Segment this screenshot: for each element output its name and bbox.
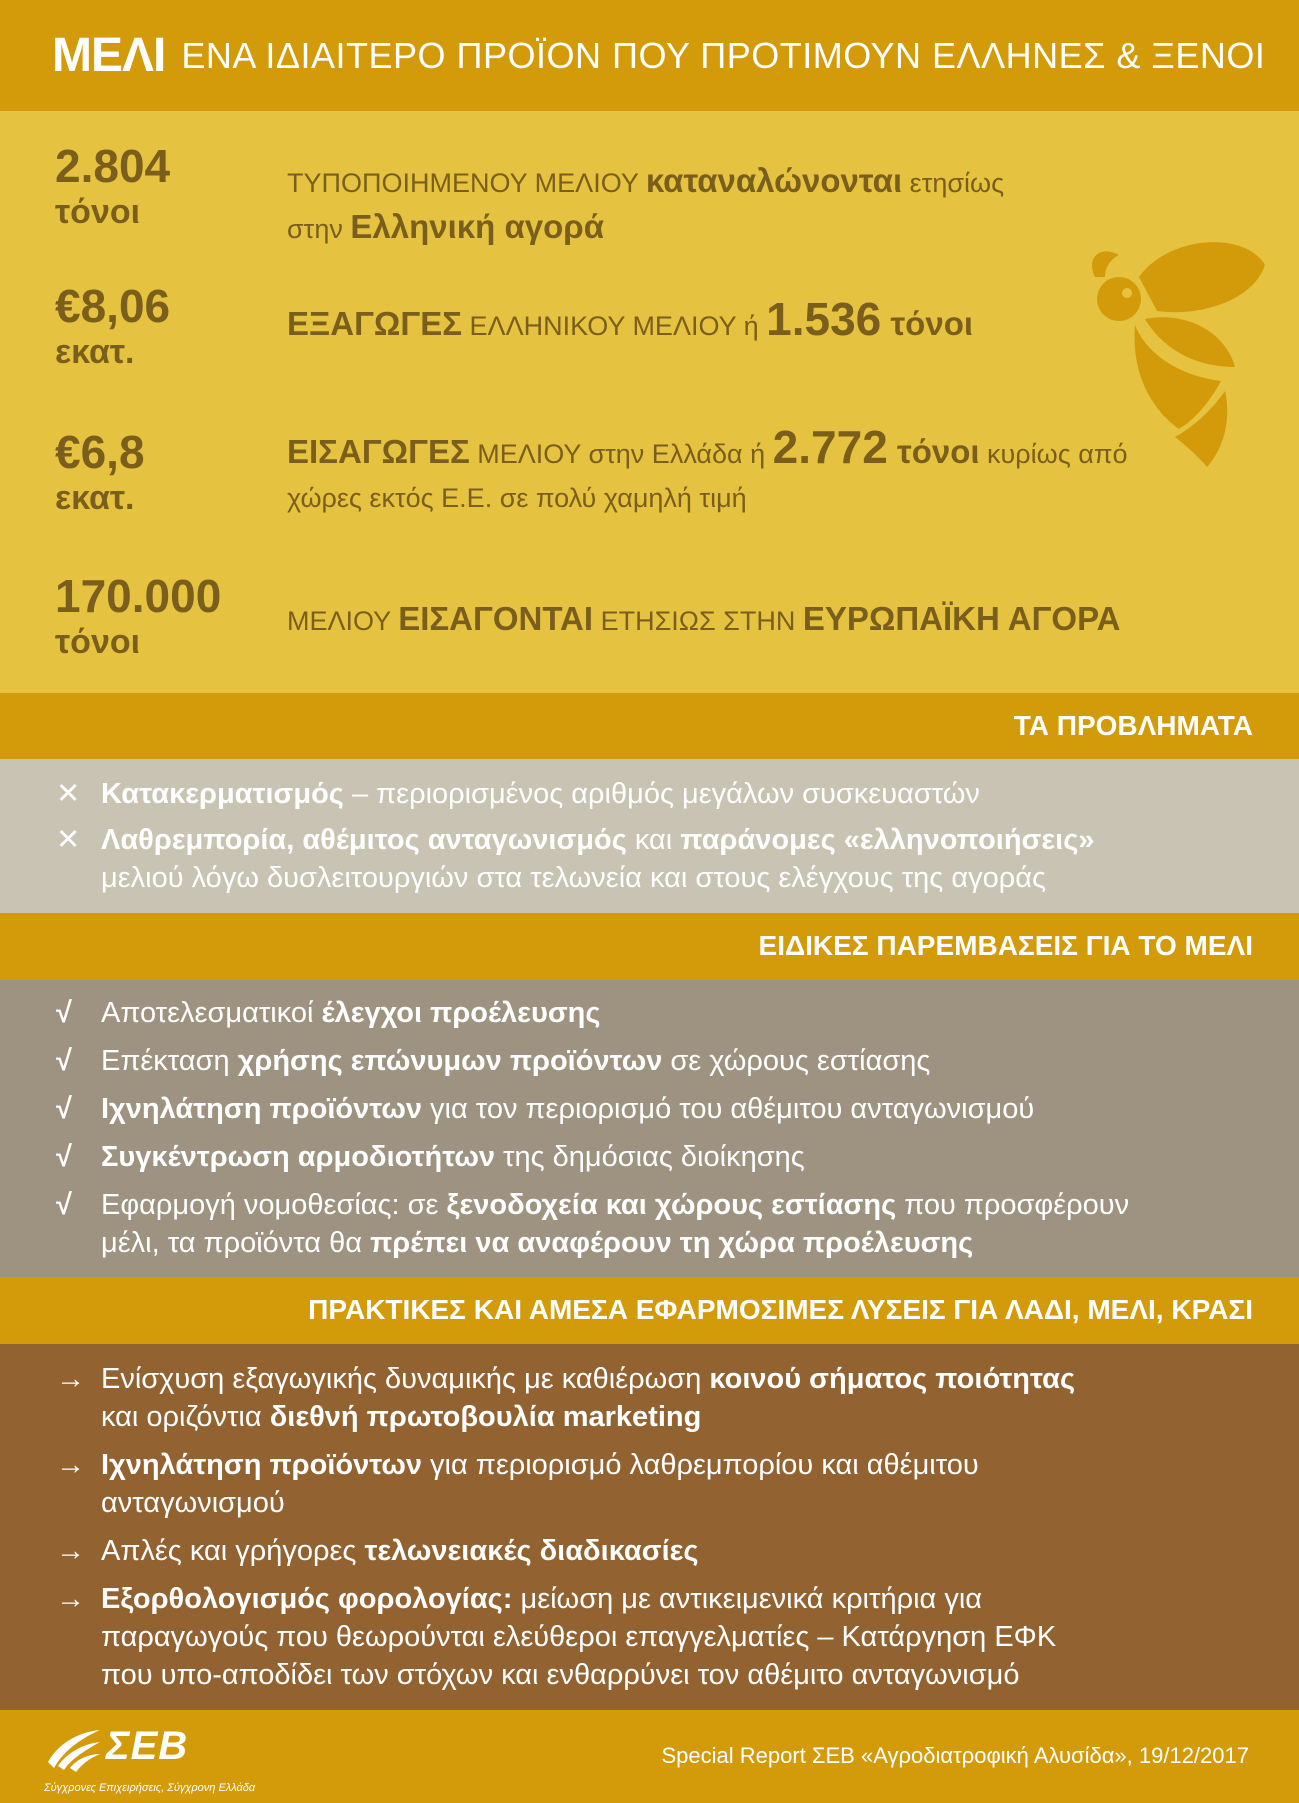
- check-icon: √: [56, 1093, 72, 1125]
- cross-icon: ✕: [56, 778, 81, 810]
- solutions-heading: ΠΡΑΚΤΙΚΕΣ ΚΑΙ ΑΜΕΣΑ ΕΦΑΡΜΟΣΙΜΕΣ ΛΥΣΕΙΣ ΓΙΑ ΛΑΔΙ, ΜΕΛΙ, ΚΡΑΣΙ: [0, 1277, 1299, 1343]
- stat-4-number: 170.000 τόνοι: [55, 570, 222, 661]
- stat-1-number: 2.804 τόνοι: [55, 140, 171, 231]
- title-bold: ΜΕΛΙ: [52, 29, 166, 82]
- interventions-heading: ΕΙΔΙΚΕΣ ΠΑΡΕΜΒΑΣΕΙΣ ΓΙΑ ΤΟ ΜΕΛΙ: [0, 913, 1299, 979]
- logo-name: ΣΕΒ: [106, 1724, 189, 1768]
- stat-1-text: ΤΥΠΟΠΟΙΗΜΕΝΟΥ ΜΕΛΙΟΥ καταναλώνονται ετησίως στην Ελληνική αγορά: [287, 162, 1005, 245]
- stat-2-text: ΕΞΑΓΩΓΕΣ ΕΛΛΗΝΙΚΟΥ ΜΕΛΙΟΥ ή 1.536 τόνοι: [287, 293, 974, 345]
- arrow-right-icon: →: [56, 1535, 85, 1567]
- arrow-right-icon: →: [56, 1583, 85, 1615]
- stat-3-text: ΕΙΣΑΓΩΓΕΣ ΜΕΛΙΟΥ στην Ελλάδα ή 2.772 τόνοι κυρίως από χώρες εκτός Ε.Ε. σε πολύ χαμηλή τιμή: [287, 421, 1128, 513]
- solutions-section: → Ενίσχυση εξαγωγικής δυναμικής με καθιέρωση κοινού σήματος ποιότητας και οριζόντια διεθνή πρωτοβουλία marketing → Ιχνηλάτηση προϊόντων για περιορισμό λαθρεμπορίου και αθέμιτου ανταγωνισμού → Απλές και γρήγορες τελωνειακές διαδικασίες → Εξορθολογισμός φορολογίας: μείωση με αντικειμενικά κριτήρια για παραγωγούς που θεωρούνται ελεύθεροι επαγγελματίες – Κατάργηση ΕΦΚ που υπο-αποδίδει των στόχων και ενθαρρύνει τον αθέμιτο ανταγωνισμό: [0, 1344, 1299, 1710]
- arrow-right-icon: →: [56, 1449, 85, 1481]
- stat-4-text: ΜΕΛΙΟΥ ΕΙΣΑΓΟΝΤΑΙ ΕΤΗΣΙΩΣ ΣΤΗΝ ΕΥΡΩΠΑΪΚΗ ΑΓΟΡΑ: [287, 600, 1121, 637]
- check-icon: √: [56, 1189, 72, 1221]
- stat-3-number: €6,8 εκατ.: [55, 426, 145, 517]
- cross-icon: ✕: [56, 824, 81, 856]
- logo-tagline: Σύγχρονες Επιχειρήσεις, Σύγχρονη Ελλάδα: [44, 1782, 256, 1794]
- check-icon: √: [56, 1045, 72, 1077]
- source-note: Special Report ΣΕΒ «Αγροδιατροφική Αλυσίδα», 19/12/2017: [661, 1743, 1249, 1768]
- bee-icon: [1075, 241, 1275, 481]
- stats-panel: [0, 111, 1299, 693]
- check-icon: √: [56, 997, 72, 1029]
- seb-logo: [44, 1722, 256, 1794]
- logo-swoosh-icon: [44, 1722, 104, 1774]
- arrow-right-icon: →: [56, 1363, 85, 1395]
- check-icon: √: [56, 1141, 72, 1173]
- interventions-section: √ Αποτελεσματικοί έλεγχοι προέλευσης √ Επέκταση χρήσης επώνυμων προϊόντων σε χώρους εστίασης √ Ιχνηλάτηση προϊόντων για τον περιορισμό του αθέμιτου ανταγωνισμού √ Συγκέντρωση αρμοδιοτήτων της δημόσιας διοίκησης √ Εφαρμογή νομοθεσίας: σε ξενοδοχεία και χώρους εστίασης που προσφέρουν μέλι, τα προϊόντα θα πρέπει να αναφέρουν τη χώρα προέλευσης: [0, 980, 1299, 1277]
- header: [0, 0, 1299, 111]
- problems-heading: ΤΑ ΠΡΟΒΛΗΜΑΤΑ: [0, 693, 1299, 759]
- stat-2-number: €8,06 εκατ.: [55, 280, 171, 371]
- title-rest: ΕΝΑ ΙΔΙΑΙΤΕΡΟ ΠΡΟΪΟΝ ΠΟΥ ΠΡΟΤΙΜΟΥΝ ΕΛΛΗΝΕΣ & ΞΕΝΟΙ: [181, 34, 1266, 76]
- problems-section: ✕ Κατακερματισμός – περιορισμένος αριθμός μεγάλων συσκευαστών ✕ Λαθρεμπορία, αθέμιτος ανταγωνισμός και παράνομες «ελληνοποιήσεις» μελιού λόγω δυσλειτουργιών στα τελωνεία και στους ελέγχους της αγοράς: [0, 759, 1299, 913]
